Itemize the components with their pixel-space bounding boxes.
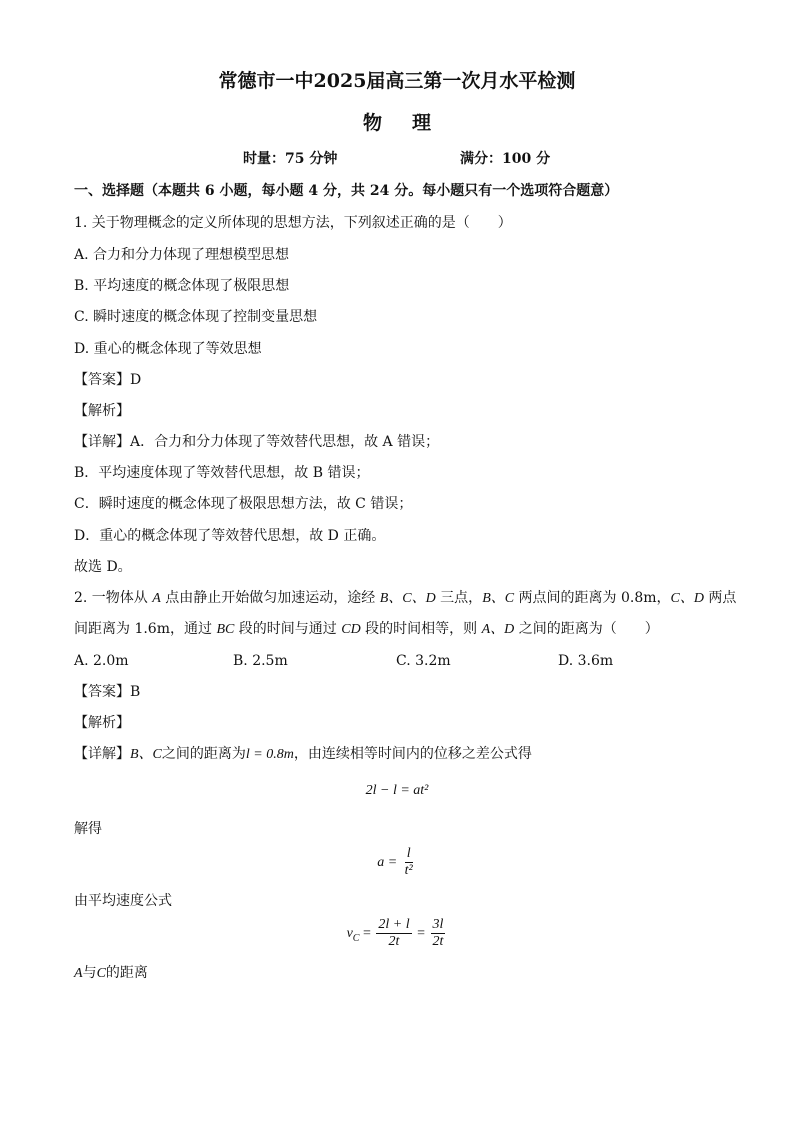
answer-tag: 【答案】 [74, 684, 130, 700]
q2-detail-line [74, 744, 532, 765]
subject-title: 物理 [362, 112, 461, 134]
velocity-symbol: v [346, 926, 353, 941]
solve-label: 解得 [74, 821, 102, 837]
segment-label: BC [216, 622, 235, 637]
q2-stem-line2 [74, 619, 659, 640]
numerator: 3l [432, 917, 444, 933]
text: 点由静止开始做匀加速运动，途经 [160, 590, 380, 606]
detail-tag: 【详解】 [74, 434, 130, 450]
numerator: 2l + l [378, 917, 410, 933]
text: 之间的距离为 [161, 746, 246, 762]
point-labels: B、C [482, 591, 515, 606]
q1-option-d: D. 重心的概念体现了等效思想 [74, 341, 262, 357]
q2-last-line [74, 963, 148, 984]
avg-velocity-label: 由平均速度公式 [74, 893, 172, 909]
q2-analysis-tag: 【解析】 [74, 715, 130, 731]
point-labels: B、C、D [379, 591, 436, 606]
fraction [431, 917, 446, 950]
q1-option-b: B. 平均速度的概念体现了极限思想 [74, 278, 290, 294]
answer-tag: 【答案】 [74, 372, 130, 388]
text: 的距离 [105, 965, 148, 981]
q1-stem: 1. 关于物理概念的定义所体现的思想方法，下列叙述正确的是（ ） [74, 215, 512, 231]
text: 段的时间相等，则 [360, 621, 482, 637]
fraction [376, 917, 411, 950]
equation-velocity-c [0, 917, 794, 956]
q2-option-d: D. 3.6m [558, 653, 614, 669]
q2-option-b: B. 2.5m [233, 653, 288, 669]
point-labels: A、D [481, 622, 515, 637]
text: 段的时间与通过 [234, 621, 342, 637]
q1-option-c: C. 瞬时速度的概念体现了控制变量思想 [74, 309, 318, 325]
velocity-subscript: C [352, 932, 360, 944]
equals-sign: = [359, 926, 375, 941]
q1-detail-line [74, 432, 439, 452]
text: 三点， [435, 590, 483, 606]
page-title: 常德市一中2025届高三第一次月水平检测 [218, 70, 576, 92]
equation-displacement-difference: 2l − l = at² [365, 783, 429, 798]
time-label: 时量：75 分钟 [243, 151, 338, 167]
detail-tag: 【详解】 [74, 746, 130, 762]
equation-acceleration [0, 846, 794, 880]
denominator: 2t [432, 934, 444, 950]
section-heading: 一、选择题（本题共 6 小题，每小题 4 分，共 24 分。每小题只有一个选项符合题意） [74, 183, 619, 199]
point-label: A [152, 591, 161, 606]
point-label: A [74, 966, 83, 981]
inline-equation: l = 0.8m [245, 747, 294, 762]
q1-detail-c: C．瞬时速度的概念体现了极限思想方法，故 C 错误； [74, 496, 413, 512]
equals-sign: = [413, 926, 429, 941]
q2-stem-line1 [74, 588, 736, 609]
answer-value: D [130, 372, 142, 388]
text: 两点间的距离为 0.8m， [514, 590, 671, 606]
text: 间距离为 1.6m，通过 [74, 621, 217, 637]
text: ，由连续相等时间内的位移之差公式得 [293, 746, 532, 762]
text: 之间的距离为（ ） [514, 621, 659, 637]
q1-conclusion: 故选 D。 [74, 559, 132, 575]
q1-analysis-tag: 【解析】 [74, 403, 130, 419]
q2-answer [74, 682, 140, 702]
denominator: t² [404, 863, 413, 879]
segment-label: CD [341, 622, 361, 637]
point-labels: C、D [670, 591, 704, 606]
q1-detail-d: D．重心的概念体现了等效替代思想，故 D 正确。 [74, 528, 386, 544]
text: 与 [82, 965, 97, 981]
text: 2. 一物体从 [74, 590, 153, 606]
fraction [403, 846, 415, 879]
numerator: l [406, 846, 411, 862]
text: 两点 [703, 590, 737, 606]
point-labels: B、C [130, 747, 162, 762]
denominator: 2t [388, 934, 400, 950]
equation-lhs: a = [377, 855, 398, 870]
score-label: 满分：100 分 [460, 151, 551, 167]
q1-detail-b: B．平均速度体现了等效替代思想，故 B 错误； [74, 465, 370, 481]
q1-option-a: A. 合力和分力体现了理想模型思想 [74, 247, 290, 263]
answer-value: B [130, 684, 141, 700]
q1-answer [74, 370, 141, 390]
detail-text: A．合力和分力体现了等效替代思想，故 A 错误； [130, 434, 440, 450]
q2-option-c: C. 3.2m [396, 653, 451, 669]
point-label: C [96, 966, 106, 981]
q2-option-a: A. 2.0m [74, 653, 129, 669]
